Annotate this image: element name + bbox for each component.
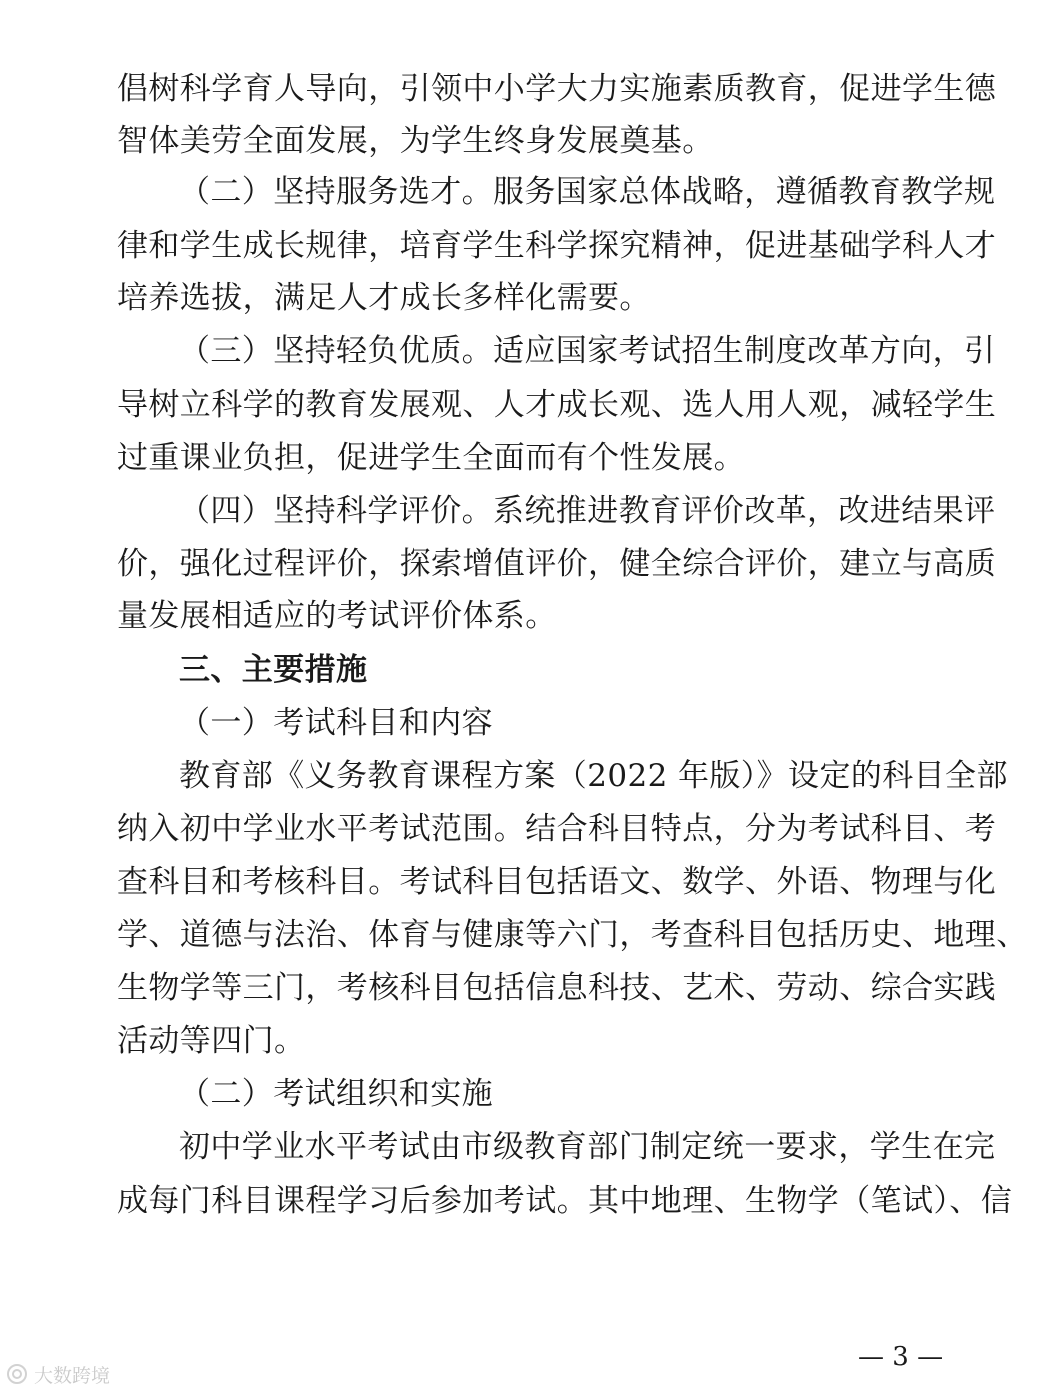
body-line: 智体美劳全面发展，为学生终身发展奠基。: [117, 123, 714, 159]
body-line: 价，强化过程评价，探索增值评价，健全综合评价，建立与高质: [117, 546, 997, 582]
body-line: 量发展相适应的考试评价体系。: [117, 598, 557, 634]
body-line: 过重课业负担，促进学生全面而有个性发展。: [117, 440, 745, 476]
section-heading: 三、主要措施: [179, 652, 368, 688]
body-line: 导树立科学的教育发展观、人才成长观、选人用人观，减轻学生: [117, 387, 997, 423]
body-line: 活动等四门。: [117, 1023, 306, 1059]
watermark-text: 大数跨境: [34, 1364, 111, 1387]
body-line: （三）坚持轻负优质。适应国家考试招生制度改革方向，引: [179, 333, 996, 369]
body-line: 查科目和考核科目。考试科目包括语文、数学、外语、物理与化: [117, 864, 997, 900]
body-line: （二）坚持服务选才。服务国家总体战略，遵循教育教学规: [179, 174, 996, 210]
subsection-heading: （二）考试组织和实施: [179, 1076, 493, 1112]
body-line: 生物学等三门，考核科目包括信息科技、艺术、劳动、综合实践: [117, 970, 997, 1006]
body-line: 培养选拔，满足人才成长多样化需要。: [117, 280, 651, 316]
body-line: 律和学生成长规律，培育学生科学探究精神，促进基础学科人才: [117, 228, 997, 264]
body-line: 初中学业水平考试由市级教育部门制定统一要求，学生在完: [179, 1129, 996, 1165]
body-line: （四）坚持科学评价。系统推进教育评价改革，改进结果评: [179, 493, 996, 529]
logo-icon: [6, 1363, 28, 1385]
subsection-heading: （一）考试科目和内容: [179, 705, 493, 741]
body-line: 教育部《义务教育课程方案（2022 年版）》设定的科目全部: [179, 758, 1008, 794]
body-line: 成每门科目课程学习后参加考试。其中地理、生物学（笔试）、信: [117, 1183, 1013, 1219]
watermark: [6, 1361, 110, 1387]
body-line: 倡树科学育人导向，引领中小学大力实施素质教育，促进学生德: [117, 71, 997, 107]
page-number: — 3 —: [858, 1342, 944, 1372]
body-line: 纳入初中学业水平考试范围。结合科目特点，分为考试科目、考: [117, 811, 997, 847]
body-line: 学、道德与法治、体育与健康等六门，考查科目包括历史、地理、: [117, 917, 1028, 953]
